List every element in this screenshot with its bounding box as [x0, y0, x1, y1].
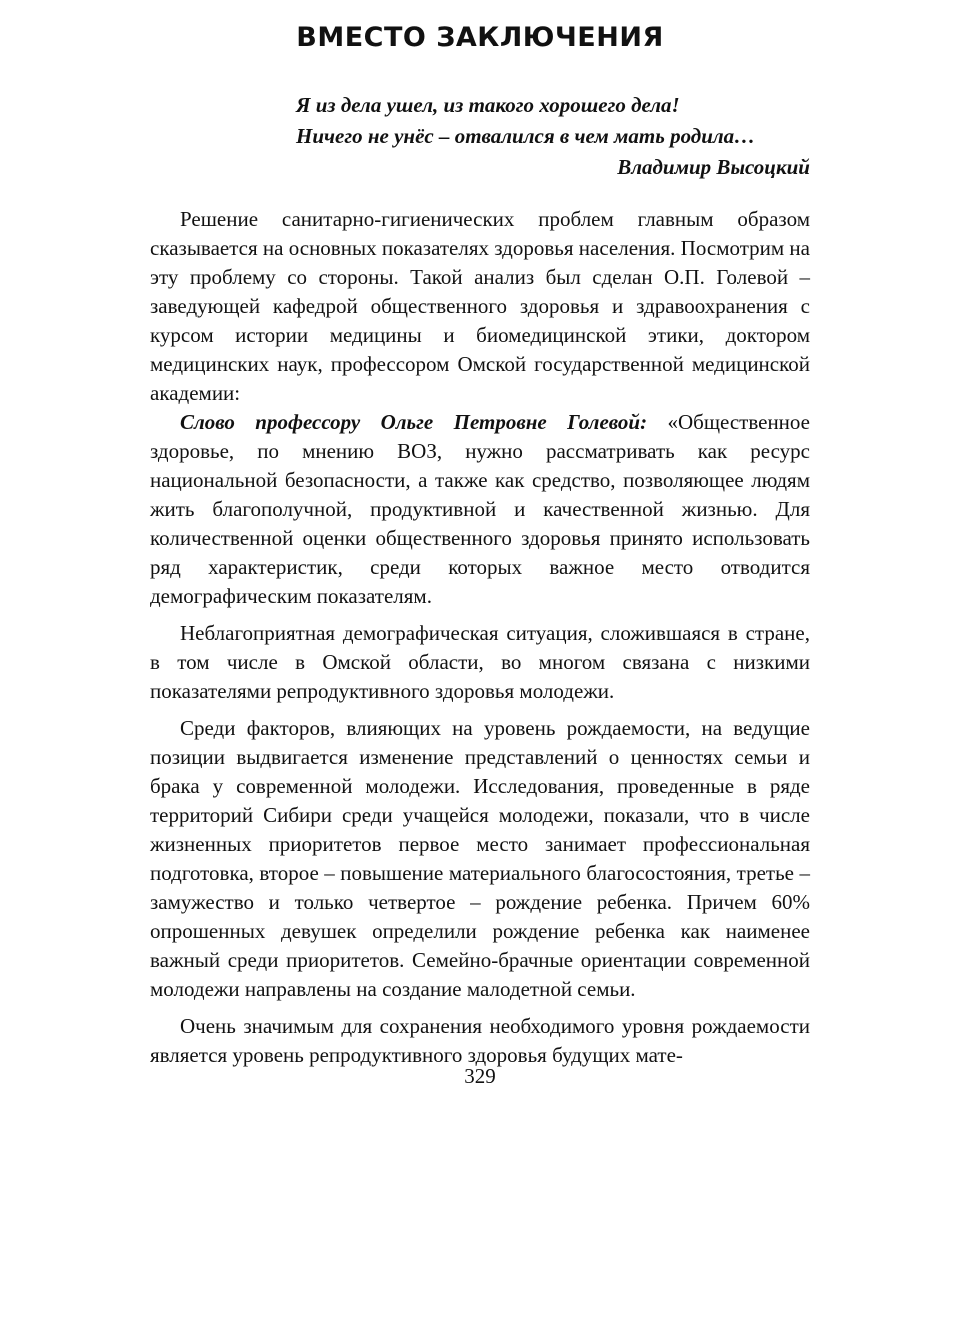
paragraph-demography: Неблагоприятная демографическая ситуация, сложившаяся в стране, в том числе в Омской области, во многом связана с низкими показателями репродуктивного здоровья молодежи.: [150, 621, 810, 703]
epigraph: [150, 90, 810, 183]
paragraph-reproductive-health: Очень значимым для сохранения необходимого уровня рождаемости является уровень репродуктивного здоровья будущих мате-: [150, 1014, 810, 1067]
page-number: 329: [464, 1064, 496, 1088]
body-text: [150, 205, 810, 1078]
paragraph-factors: Среди факторов, влияющих на уровень рождаемости, на ведущие позиции выдвигается изменение представлений о ценностях семьи и брака у современной молодежи. Исследования, проведенные в ряде территорий Сибири среди учащейся молодежи, показали, что в числе жизненных приоритетов первое место занимает профессиональная подготовка, второе – повышение материального благосостояния, третье – замужество и только четвертое – рождение ребенка. Причем 60% опрошенных девушек определили рождение ребенка как наименее важный среди приоритетов. Семейно-брачные ориентации современной молодежи направлены на создание малодетной семьи.: [150, 716, 810, 1001]
speaker-lead-in: Слово профессору Ольге Петровне Голевой:: [180, 410, 648, 434]
paragraph-quote-start: [150, 408, 810, 611]
epigraph-author: Владимир Высоцкий: [617, 155, 810, 179]
epigraph-line-2: Ничего не унёс – отвалился в чем мать родила…: [296, 124, 756, 148]
chapter-title: ВМЕСТО ЗАКЛЮЧЕНИЯ: [296, 22, 664, 53]
epigraph-line-1: Я из дела ушел, из такого хорошего дела!: [296, 93, 680, 117]
paragraph-intro: Решение санитарно-гигиенических проблем главным образом сказывается на основных показателях здоровья населения. Посмотрим на эту проблему со стороны. Такой анализ был сделан О.П. Голевой – заведующей кафедрой общественного здоровья и здравоохранения с курсом истории медицины и биомедицинской этики, доктором медицинских наук, профессором Омской государственной медицинской академии:: [150, 207, 810, 405]
quote-text: «Общественное здоровье, по мнению ВОЗ, нужно рассматривать как ресурс национальной безопасности, а также как средство, позволяющее людям жить благополучной, продуктивной и качественной жизнью. Для количественной оценки общественного здоровья принято использовать ряд характеристик, среди которых важное место отводится демографическим показателям.: [150, 410, 810, 608]
